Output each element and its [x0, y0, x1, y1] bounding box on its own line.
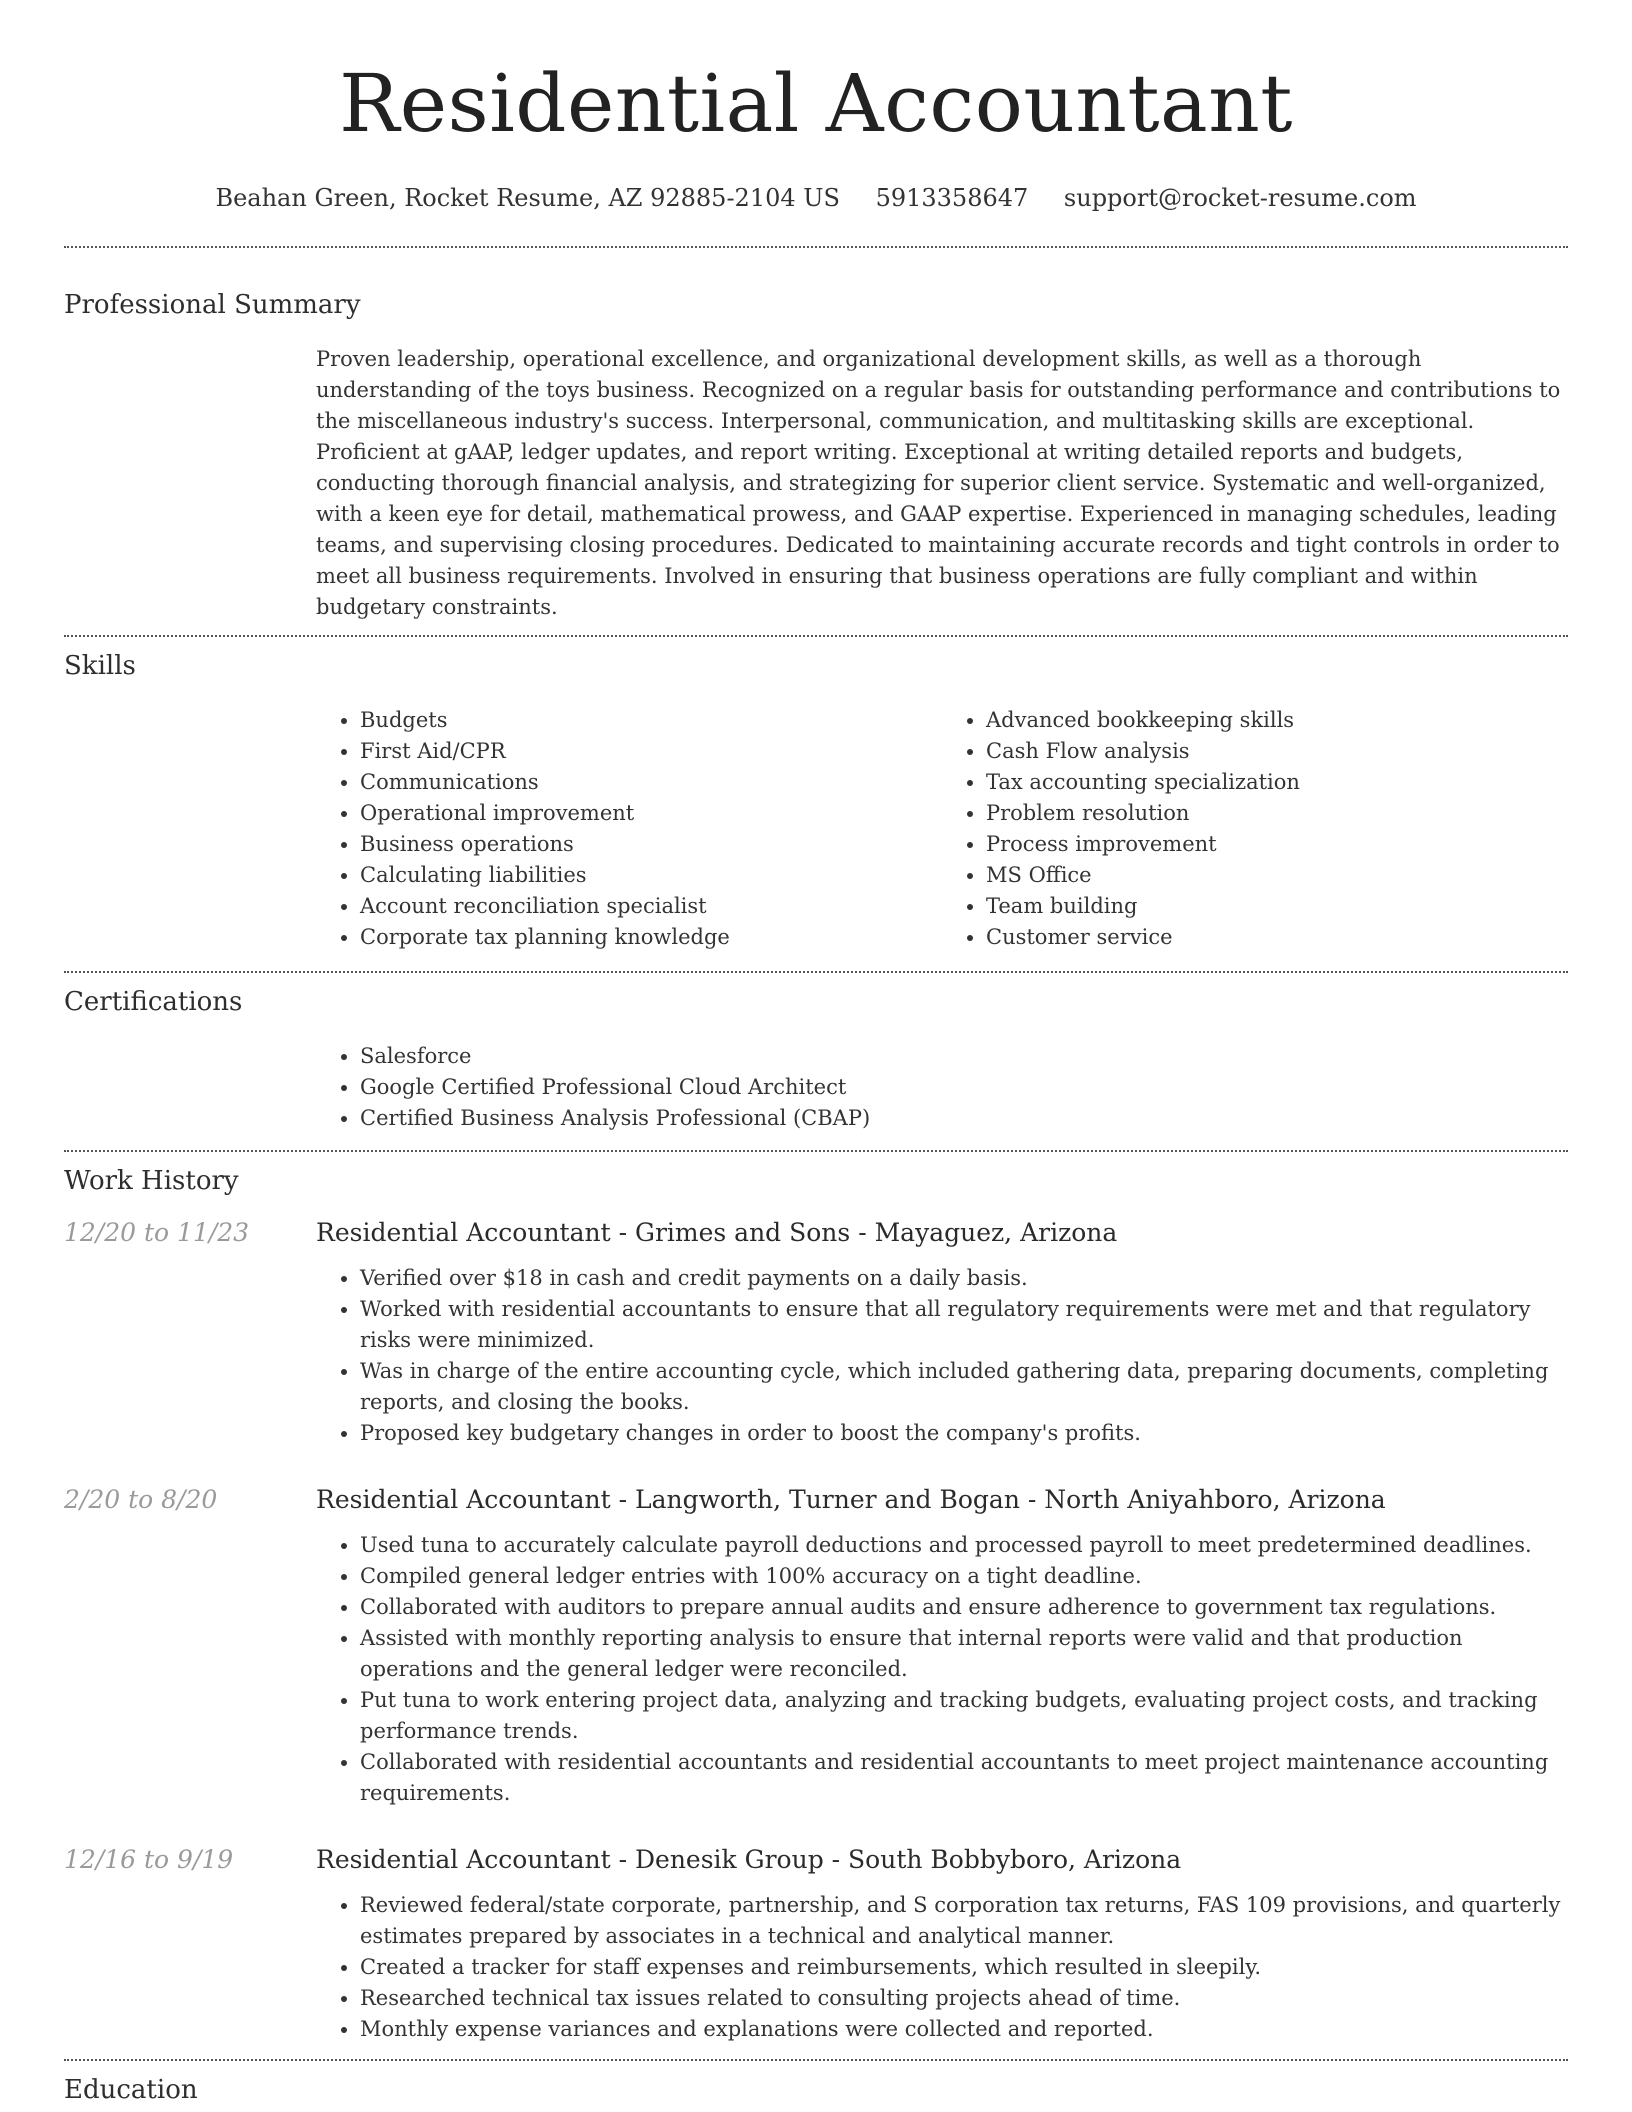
job-dates: 12/20 to 11/23	[64, 1218, 250, 1247]
certifications-list	[316, 1041, 1568, 1134]
skill-item: • Process improvement	[986, 829, 1568, 860]
job-bullet: • Assisted with monthly reporting analysis to ensure that internal reports were valid and that production operations and the general ledger were reconciled.	[360, 1623, 1568, 1685]
skill-item: • Team building	[986, 891, 1568, 922]
contact-line	[64, 182, 1568, 214]
job-bullet: • Collaborated with auditors to prepare annual audits and ensure adherence to government tax regulations.	[360, 1592, 1568, 1623]
divider	[64, 2059, 1568, 2061]
job-bullet: • Worked with residential accountants to ensure that all regulatory requirements were met and that regulatory risks were minimized.	[360, 1294, 1568, 1356]
contact-address: Beahan Green, Rocket Resume, AZ 92885-2104 US	[215, 184, 840, 212]
skill-item: • Calculating liabilities	[360, 860, 942, 891]
section-title-skills: Skills	[64, 651, 136, 681]
skill-item: • Advanced bookkeeping skills	[986, 705, 1568, 736]
education-section	[64, 2073, 1568, 2107]
job-bullets	[316, 1890, 1568, 2045]
certifications-section	[64, 985, 1568, 1134]
skill-item: • Business operations	[360, 829, 942, 860]
job-entry	[64, 1485, 1568, 1809]
job-bullet: • Reviewed federal/state corporate, partnership, and S corporation tax returns, FAS 109 provisions, and quarterly estimates prepared by associates in a technical and analytical manner.	[360, 1890, 1568, 1952]
skill-item: • Operational improvement	[360, 798, 942, 829]
contact-phone: 5913358647	[875, 184, 1029, 212]
job-dates: 12/16 to 9/19	[64, 1845, 234, 1874]
job-title: Residential Accountant - Denesik Group - South Bobbyboro, Arizona	[316, 1845, 1182, 1874]
skill-item: • MS Office	[986, 860, 1568, 891]
section-title-work-history: Work History	[64, 1166, 239, 1196]
job-bullet: • Proposed key budgetary changes in order to boost the company's profits.	[360, 1418, 1568, 1449]
divider	[64, 1150, 1568, 1152]
certification-item: • Certified Business Analysis Professional (CBAP)	[360, 1103, 1568, 1134]
job-bullet: • Put tuna to work entering project data, analyzing and tracking budgets, evaluating project costs, and tracking performance trends.	[360, 1685, 1568, 1747]
job-entry	[64, 1218, 1568, 1449]
job-bullet: • Was in charge of the entire accounting cycle, which included gathering data, preparing documents, completing reports, and closing the books.	[360, 1356, 1568, 1418]
certifications-body	[316, 1041, 1568, 1134]
skill-item: • Cash Flow analysis	[986, 736, 1568, 767]
job-bullet: • Monthly expense variances and explanations were collected and reported.	[360, 2014, 1568, 2045]
skill-item: • Account reconciliation specialist	[360, 891, 942, 922]
section-title-summary: Professional Summary	[64, 290, 361, 320]
skill-item: • Corporate tax planning knowledge	[360, 922, 942, 953]
divider	[64, 635, 1568, 637]
skills-section	[64, 649, 1568, 953]
certification-item: • Salesforce	[360, 1041, 1568, 1072]
divider	[64, 971, 1568, 973]
job-bullet: • Verified over $18 in cash and credit payments on a daily basis.	[360, 1263, 1568, 1294]
resume-name: Residential Accountant	[339, 57, 1293, 150]
job-header	[64, 1845, 1568, 1874]
section-title-education: Education	[64, 2075, 198, 2105]
summary-text: Proven leadership, operational excellence, and organizational development skills, as well as a thorough understanding of the toys business. Recognized on a regular basis for outstanding performance and contributions to the miscellaneous industry's success. Interpersonal, communication, and multitasking skills are exceptional. Proficient at gAAP, ledger updates, and report writing. Exceptional at writing detailed reports and budgets, conducting thorough financial analysis, and strategizing for superior client service. Systematic and well-organized, with a keen eye for detail, mathematical prowess, and GAAP expertise. Experienced in managing schedules, leading teams, and supervising closing procedures. Dedicated to maintaining accurate records and tight controls in order to meet all business requirements. Involved in ensuring that business operations are fully compliant and within budgetary constraints.	[316, 347, 1561, 619]
skills-list-right	[942, 705, 1568, 953]
job-header	[64, 1218, 1568, 1247]
skills-columns	[316, 705, 1568, 953]
job-entry	[64, 1845, 1568, 2045]
skill-item: • Customer service	[986, 922, 1568, 953]
certification-item: • Google Certified Professional Cloud Architect	[360, 1072, 1568, 1103]
job-header	[64, 1485, 1568, 1514]
job-title: Residential Accountant - Langworth, Turner and Bogan - North Aniyahboro, Arizona	[316, 1485, 1386, 1514]
job-bullet: • Used tuna to accurately calculate payroll deductions and processed payroll to meet predetermined deadlines.	[360, 1530, 1568, 1561]
skill-item: • Problem resolution	[986, 798, 1568, 829]
skill-item: • Tax accounting specialization	[986, 767, 1568, 798]
summary-section	[64, 288, 1568, 623]
skill-item: • Communications	[360, 767, 942, 798]
skill-item: • Budgets	[360, 705, 942, 736]
skills-list-left	[316, 705, 942, 953]
job-bullets	[316, 1263, 1568, 1449]
section-title-certifications: Certifications	[64, 987, 243, 1017]
work-history-section	[64, 1164, 1568, 2045]
job-bullet: • Compiled general ledger entries with 100% accuracy on a tight deadline.	[360, 1561, 1568, 1592]
job-bullet: • Created a tracker for staff expenses and reimbursements, which resulted in sleepily.	[360, 1952, 1568, 1983]
job-dates: 2/20 to 8/20	[64, 1485, 218, 1514]
job-bullet: • Collaborated with residential accountants and residential accountants to meet project maintenance accounting requirements.	[360, 1747, 1568, 1809]
skill-item: • First Aid/CPR	[360, 736, 942, 767]
divider	[64, 246, 1568, 248]
contact-email: support@rocket-resume.com	[1063, 184, 1417, 212]
job-title: Residential Accountant - Grimes and Sons - Mayaguez, Arizona	[316, 1218, 1118, 1247]
job-bullet: • Researched technical tax issues related to consulting projects ahead of time.	[360, 1983, 1568, 2014]
job-bullets	[316, 1530, 1568, 1809]
